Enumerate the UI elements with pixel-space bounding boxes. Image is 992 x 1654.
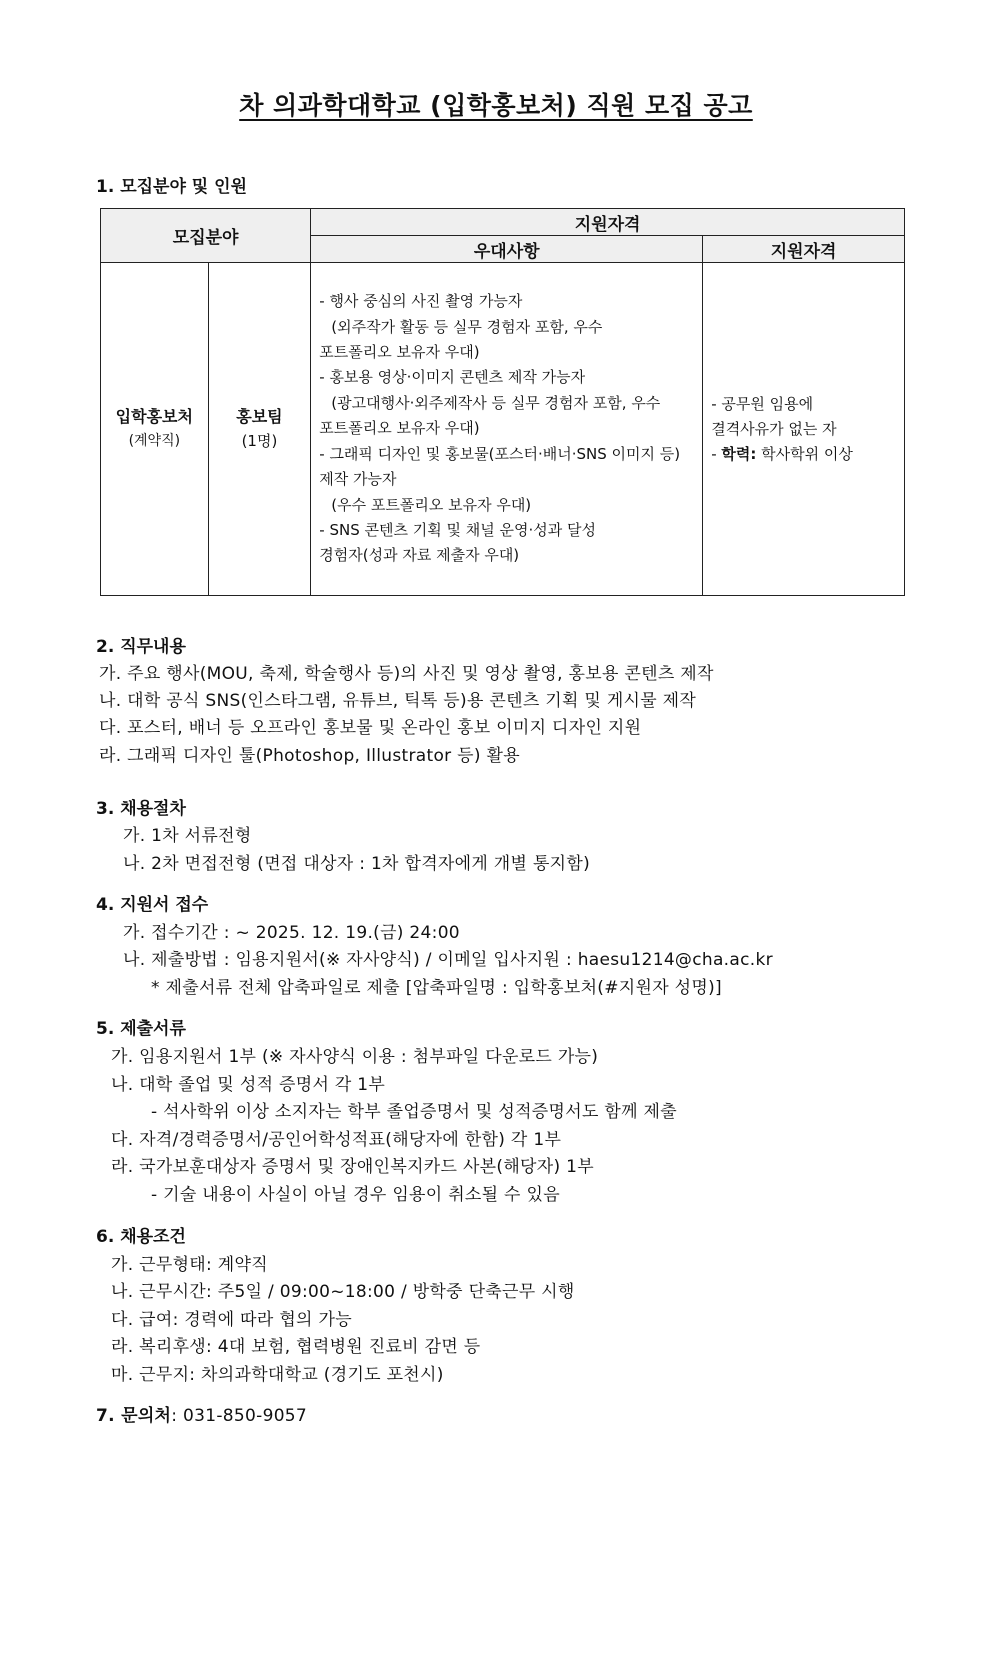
document-item: 다. 자격/경력증명서/공인어학성적표(해당자에 한함) 각 1부 — [111, 1130, 562, 1150]
section-1-heading: 1. 모집분야 및 인원 — [96, 177, 247, 197]
pref-line: 포트폴리오 보유자 우대) — [319, 343, 480, 362]
pref-line: - SNS 콘텐츠 기획 및 채널 운영·성과 달성 — [319, 520, 596, 539]
qual-education-value: 학사학위 이상 — [756, 444, 853, 463]
preference-cell — [311, 263, 703, 596]
condition-item: 가. 근무형태: 계약직 — [111, 1255, 268, 1275]
section-4-heading: 4. 지원서 접수 — [96, 895, 209, 915]
pref-line: - 행사 중심의 사진 촬영 가능자 — [319, 292, 523, 311]
duty-item: 나. 대학 공식 SNS(인스타그램, 유튜브, 틱톡 등)용 콘텐츠 기획 및 게시물 제작 — [99, 691, 697, 711]
qual-education-label: 학력: — [721, 444, 757, 463]
section-7-heading: 7. 문의처 — [96, 1406, 172, 1426]
condition-item: 마. 근무지: 차의과학대학교 (경기도 포천시) — [111, 1365, 444, 1385]
qual-line — [711, 442, 904, 467]
pref-line: (광고대행사·외주제작사 등 실무 경험자 포함, 우수 — [331, 393, 661, 412]
team-cell — [208, 263, 311, 596]
procedure-item: 나. 2차 면접전형 (면접 대상자 : 1차 합격자에게 개별 통지함) — [123, 854, 591, 874]
page-title: 차 의과학대학교 (입학홍보처) 직원 모집 공고 — [239, 91, 753, 120]
dept-cell — [101, 263, 209, 596]
dept-type: (계약직) — [128, 433, 181, 449]
document-note: - 기술 내용이 사실이 아닐 경우 임용이 취소될 수 있음 — [151, 1185, 560, 1205]
duty-item: 다. 포스터, 배너 등 오프라인 홍보물 및 온라인 홍보 이미지 디자인 지원 — [99, 718, 642, 738]
document-note: - 석사학위 이상 소지자는 학부 졸업증명서 및 성적증명서도 함께 제출 — [151, 1102, 677, 1122]
condition-item: 나. 근무시간: 주5일 / 09:00~18:00 / 방학중 단축근무 시행 — [111, 1282, 575, 1302]
duty-item: 라. 그래픽 디자인 툴(Photoshop, Illustrator 등) 활용 — [99, 746, 520, 766]
team-count: (1명) — [241, 432, 278, 450]
application-item: 나. 제출방법 : 임용지원서(※ 자사양식) / 이메일 입사지원 : haesu1214@cha.ac.kr — [123, 950, 773, 970]
section-2-heading: 2. 직무내용 — [96, 637, 186, 657]
pref-line: - 그래픽 디자인 및 홍보물(포스터·배너·SNS 이미지 등) — [319, 444, 681, 463]
pref-line: 포트폴리오 보유자 우대) — [319, 419, 480, 438]
team-name: 홍보팀 — [236, 407, 283, 426]
qual-line: 결격사유가 없는 자 — [711, 419, 837, 438]
pref-line: 경험자(성과 자료 제출자 우대) — [319, 546, 520, 565]
pref-line: (외주작가 활동 등 실무 경험자 포함, 우수 — [331, 317, 603, 336]
document-item: 나. 대학 졸업 및 성적 증명서 각 1부 — [111, 1075, 386, 1095]
section-6-heading: 6. 채용조건 — [96, 1227, 186, 1247]
header-qual-group: 지원자격 — [311, 209, 905, 236]
pref-line: - 홍보용 영상·이미지 콘텐츠 제작 가능자 — [319, 368, 586, 387]
duty-item: 가. 주요 행사(MOU, 축제, 학술행사 등)의 사진 및 영상 촬영, 홍보용 콘텐츠 제작 — [99, 664, 714, 684]
qual-line: - 공무원 임용에 — [711, 394, 814, 413]
document-item: 가. 임용지원서 1부 (※ 자사양식 이용 : 첨부파일 다운로드 가능) — [111, 1047, 599, 1067]
application-item: 가. 접수기간 : ~ 2025. 12. 19.(금) 24:00 — [123, 923, 460, 943]
procedure-item: 가. 1차 서류전형 — [123, 826, 252, 846]
header-preference: 우대사항 — [311, 236, 703, 263]
section-3-heading: 3. 채용절차 — [96, 799, 186, 819]
pref-line: 제작 가능자 — [319, 470, 397, 489]
header-field: 모집분야 — [101, 209, 311, 263]
qual-dash: - — [711, 444, 722, 463]
recruit-table — [100, 208, 905, 596]
contact-line — [96, 1401, 307, 1426]
condition-item: 라. 복리후생: 4대 보험, 협력병원 진료비 감면 등 — [111, 1337, 481, 1357]
condition-item: 다. 급여: 경력에 따라 협의 가능 — [111, 1310, 352, 1330]
dept-name: 입학홍보처 — [115, 407, 193, 426]
application-note: * 제출서류 전체 압축파일로 제출 [압축파일명 : 입학홍보처(#지원자 성명)] — [151, 978, 722, 998]
section-5-heading: 5. 제출서류 — [96, 1019, 186, 1039]
header-qualification: 지원자격 — [703, 236, 905, 263]
qualification-cell — [703, 263, 905, 596]
contact-phone: : 031-850-9057 — [171, 1406, 308, 1426]
document-item: 라. 국가보훈대상자 증명서 및 장애인복지카드 사본(해당자) 1부 — [111, 1157, 594, 1177]
pref-line: (우수 포트폴리오 보유자 우대) — [331, 495, 532, 514]
